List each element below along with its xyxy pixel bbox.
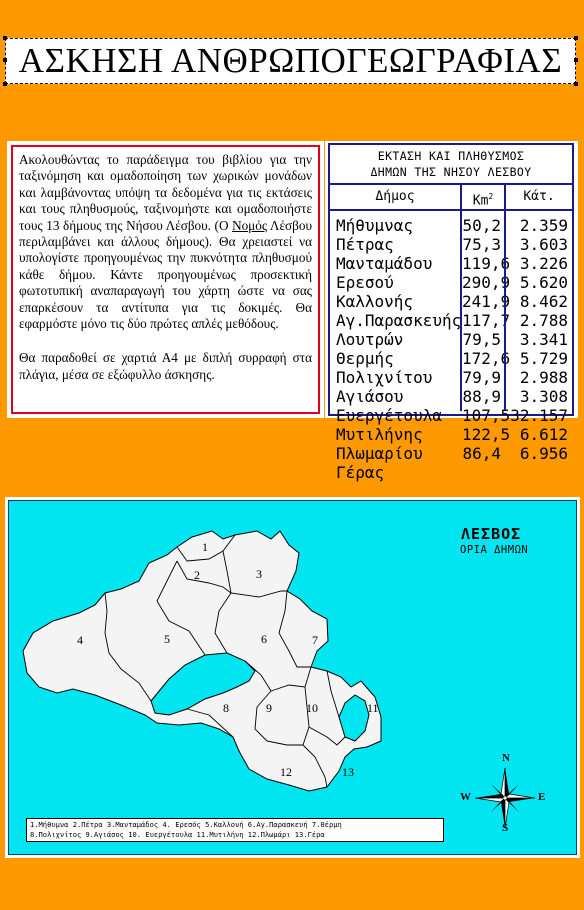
cell-name: Ερεσού — [336, 273, 394, 292]
region-label: 5 — [164, 632, 170, 646]
cell-population: 6.956 — [519, 444, 568, 463]
selection-handle — [3, 36, 7, 40]
region-label: 4 — [77, 633, 83, 647]
cell-name: Γέρας — [336, 463, 385, 482]
region-label: 8 — [223, 701, 229, 715]
compass-south-label: S — [502, 822, 509, 834]
region-label: 7 — [312, 633, 318, 647]
cell-name: Μήθυμνας — [336, 216, 414, 235]
region-label: 11 — [367, 701, 379, 715]
cell-population: 3.226 — [519, 254, 568, 273]
cell-area: 122,5 — [462, 425, 511, 444]
cell-population: 5.729 — [519, 349, 568, 368]
region-label: 13 — [342, 765, 354, 779]
cell-area: 241,9 — [462, 292, 511, 311]
instructions-paragraph-2: Θα παραδοθεί σε χαρτιά Α4 με διπλή συρραφή στα πλάγια, μέσα σε εξώφυλλο άσκησης. — [19, 350, 312, 382]
table-heading — [330, 145, 572, 185]
cell-area: 79,5 — [462, 330, 501, 349]
cell-name: Πολιχνίτου — [336, 368, 433, 387]
cell-population: 3.603 — [519, 235, 568, 254]
cell-name: Αγ.Παρασκευής — [336, 311, 462, 330]
selection-handle — [574, 36, 578, 40]
selection-handle — [574, 82, 578, 86]
region-label: 9 — [266, 701, 272, 715]
cell-name: Αγιάσου — [336, 387, 404, 406]
cell-area: 79,9 — [462, 368, 501, 387]
cell-area: 290,9 — [462, 273, 511, 292]
cell-name: Μανταμάδου — [336, 254, 433, 273]
legend-line-2: 8.Πολιχνίτος 9.Αγιάσος 10. Ευεργέτουλα 11.Μυτιλήνη 12.Πλωμάρι 13.Γέρα — [30, 830, 325, 839]
map-panel — [5, 497, 580, 858]
page-title: ΑΣΚΗΣΗ ΑΝΘΡΩΠΟΓΕΩΓΡΑΦΙΑΣ — [18, 41, 563, 80]
table-header-row — [330, 185, 572, 211]
region-label: 1 — [202, 540, 208, 554]
table-body — [330, 211, 572, 482]
map-subtitle: ΟΡΙΑ ΔΗΜΩΝ — [460, 544, 529, 556]
legend-line-1: 1.Μήθυμνα 2.Πέτρα 3.Μανταμάδος 4. Ερεσός 5.Καλλονή 6.Αγ.Παρασκευή 7.Θέρμη — [30, 820, 342, 829]
title-box — [5, 38, 576, 84]
column-header-population: Κάτ. — [504, 185, 572, 209]
instructions-panel — [7, 141, 324, 418]
data-table — [328, 143, 574, 482]
cell-population: 2.788 — [519, 311, 568, 330]
cell-name: Πλωμαρίου — [336, 444, 423, 463]
cell-area: 117,7 — [462, 311, 511, 330]
column-header-area-exponent: 2 — [488, 192, 494, 201]
compass-north-label: N — [502, 752, 510, 764]
cell-population: 8.462 — [519, 292, 568, 311]
cell-area: 50,2 — [462, 216, 501, 235]
column-header-name: Δήμος — [375, 189, 415, 204]
cell-population: 2.988 — [519, 368, 568, 387]
cell-population: 2.359 — [519, 216, 568, 235]
instructions-paragraph-1 — [19, 152, 312, 332]
column-populations — [504, 211, 572, 463]
instructions-text: Ακολουθώντας το παράδειγμα του βιβλίου για την ταξινόμηση και ομαδοποίηση των χωρικών μονάδων και λαμβάνοντας υπόψη τα δεδομένα για τις εκτάσεις και τους πληθυσμούς, ταξινομήστε και ομαδοποιήστε τους 13 δήμους της Νήσου Λέσβου. (Ο — [19, 152, 312, 233]
cell-area: 86,4 — [462, 444, 501, 463]
region-label: 12 — [280, 765, 292, 779]
cell-area: 88,9 — [462, 387, 501, 406]
data-table-panel — [325, 141, 578, 482]
selection-handle — [574, 58, 578, 62]
cell-area: 107,5 — [462, 406, 511, 425]
instructions-frame — [11, 145, 320, 414]
underlined-word: Νομός — [232, 217, 268, 233]
cell-name: Ευεργέτουλα — [336, 406, 442, 425]
map-sea — [8, 500, 577, 855]
region-label: 2 — [194, 568, 200, 582]
cell-population: 3.308 — [519, 387, 568, 406]
cell-population: 32.157 — [510, 406, 568, 425]
cell-area: 119,6 — [462, 254, 511, 273]
table-heading-line-2: ΔΗΜΩΝ ΤΗΣ ΝΗΣΟΥ ΛΕΣΒΟΥ — [370, 165, 532, 179]
column-names — [330, 211, 462, 482]
region-label: 10 — [306, 701, 318, 715]
compass-east-label: E — [538, 791, 546, 803]
cell-area: 172,6 — [462, 349, 511, 368]
selection-handle — [3, 58, 7, 62]
selection-handle — [3, 82, 7, 86]
cell-population: 6.612 — [519, 425, 568, 444]
cell-name: Μυτιλήνης — [336, 425, 423, 444]
cell-population: 3.341 — [519, 330, 568, 349]
map-title: ΛΕΣΒΟΣ — [461, 525, 522, 543]
map-legend — [26, 818, 444, 842]
compass-rose-icon — [475, 768, 535, 828]
table-columns — [330, 211, 572, 482]
cell-name: Καλλονής — [336, 292, 414, 311]
cell-name: Λουτρών Θερμής — [336, 330, 404, 368]
region-label: 3 — [256, 567, 262, 581]
column-areas — [460, 211, 511, 463]
column-header-area — [460, 185, 504, 209]
cell-population: 5.620 — [519, 273, 568, 292]
region-label: 6 — [261, 632, 267, 646]
instructions-text: Λέσβου περιλαμβάνει και άλλους δήμους). Θα χρειαστεί να υπολογίστε προηγουμένως την πυκνότητα πληθυσμού κάθε δήμου. Κάντε προηγουμένως προσεκτική φωτοτυπική αναπαραγωγή του χάρτη ώστε να σας επαρκέσουν τα αντίτυπα για τις δοκιμές. Θα εφαρμόστε μόνο τις δύο πρώτες απλές μεθόδους. — [19, 217, 312, 332]
table-heading-line-1: ΕΚΤΑΣΗ ΚΑΙ ΠΛΗΘΥΣΜΟΣ — [377, 149, 525, 163]
column-header-area-unit: Km — [472, 193, 489, 209]
cell-name: Πέτρας — [336, 235, 394, 254]
compass-west-label: W — [460, 791, 471, 803]
cell-area: 75,3 — [462, 235, 501, 254]
